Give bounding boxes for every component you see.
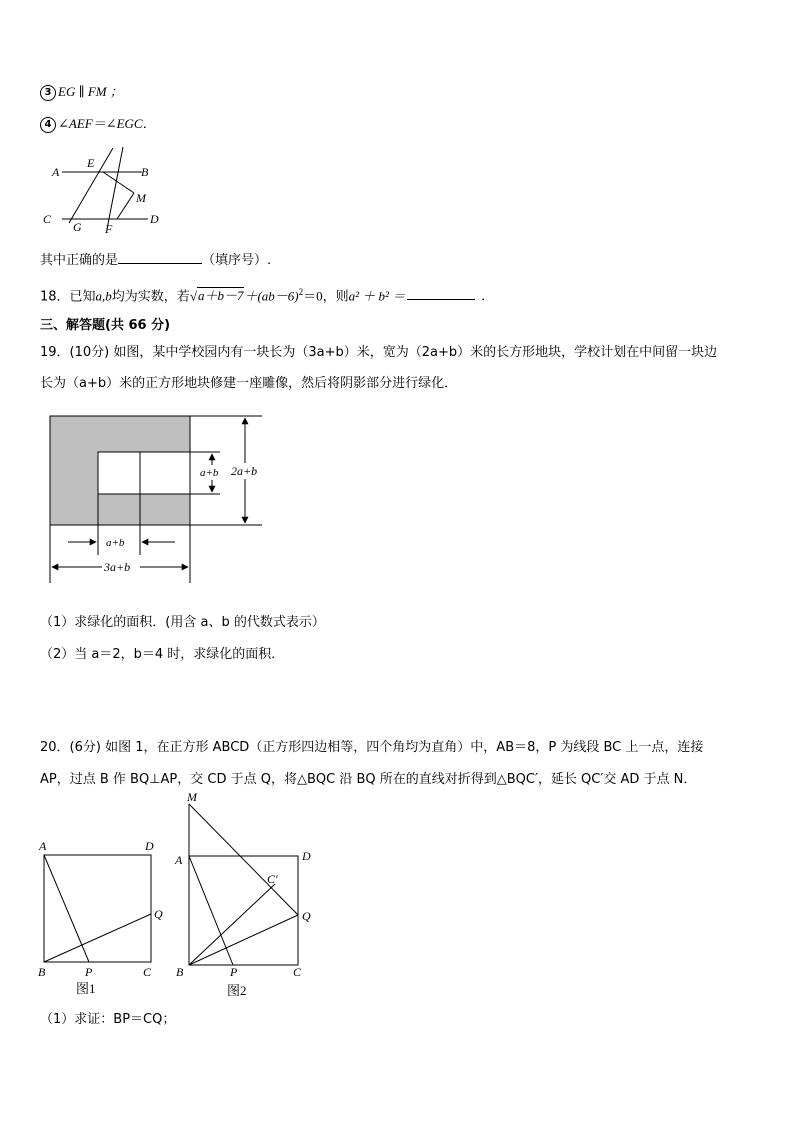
q18-mid1: 均为实数，若 [111, 289, 190, 305]
q17-answer-blank[interactable] [118, 251, 202, 264]
q18-prefix: 18．已知 [40, 289, 96, 305]
segment-bq [44, 914, 151, 962]
fig2-label-q: Q [302, 909, 311, 923]
q18-suffix: ． [481, 289, 495, 305]
q19-figure [40, 405, 270, 587]
circled-number-3: 3 [40, 85, 56, 101]
q20-line-1: 20．(6分) 如图 1，在正方形 ABCD（正方形四边相等，四个角均为直角）中，AB＝8，P 为线段 BC 上一点，连接 [40, 740, 704, 755]
segment-ap-2 [189, 856, 233, 965]
segment-bc-prime [189, 884, 275, 965]
label-3a-plus-b: 3a+b [104, 560, 131, 574]
q20-part-1: （1）求证：BP＝CQ； [40, 1012, 176, 1027]
fig2-label-c: C [293, 965, 302, 979]
square-statue-part-1 [98, 452, 140, 494]
q18-mid3: ＝0，则 [303, 288, 349, 304]
label-e: E [87, 156, 95, 170]
q18-mid2: ＋(ab－6) [244, 288, 299, 304]
q20-figure-2 [172, 790, 322, 1002]
label-d: D [150, 212, 159, 226]
q17-item-4-text: ∠AEF＝∠EGC． [58, 116, 156, 131]
fig2-label-b: B [176, 965, 184, 979]
q17-answer-prefix: 其中正确的是 [40, 253, 119, 268]
fig2-caption: 图2 [227, 983, 247, 998]
label-a-plus-b-vertical: a+b [200, 467, 219, 479]
q19-line-2: 长为（a+b）米的正方形地块修建一座雕像，然后将阴影部分进行绿化． [40, 376, 458, 391]
fig2-label-c-prime: C′ [267, 872, 278, 886]
q20-figure-1 [36, 836, 176, 1001]
fig1-label-b: B [38, 965, 46, 979]
q18-vars: a,b [95, 288, 112, 304]
fig1-caption: 图1 [76, 981, 96, 996]
fig1-label-d: D [145, 839, 154, 853]
segment-mq [189, 804, 298, 915]
circled-number-4: 4 [40, 117, 56, 133]
fig1-label-c: C [143, 965, 152, 979]
sqrt-sign: √ [189, 288, 197, 304]
q18-answer-blank[interactable] [407, 287, 475, 300]
q19-part-2: （2）当 a＝2，b＝4 时，求绿化的面积． [40, 647, 285, 662]
q20-line-2: AP，过点 B 作 BQ⊥AP，交 CD 于点 Q，将△BQC 沿 BQ 所在的直线对折得到△BQC′，延长 QC′交 AD 于点 N． [40, 772, 697, 787]
fig2-label-m: M [187, 790, 197, 804]
segment-em [103, 172, 134, 193]
label-2a-plus-b: 2a+b [231, 464, 258, 478]
label-m: M [136, 191, 146, 205]
square-statue-part-2 [140, 452, 190, 494]
q17-answer-line [40, 251, 271, 269]
label-c: C [43, 212, 52, 226]
q18-expression: a² ＋ b² ＝ [348, 288, 406, 304]
segment-bq-2 [189, 915, 298, 965]
q18-radicand: a＋b－7 [197, 288, 244, 304]
label-b: B [141, 165, 149, 179]
q17-answer-suffix: （填序号）. [202, 253, 272, 268]
q18-question [40, 287, 494, 305]
q18-exponent: 2 [298, 287, 304, 297]
segment-mf [117, 193, 134, 219]
fig2-label-p: P [230, 965, 238, 979]
fig1-label-q: Q [154, 907, 163, 921]
q19-line-1: 19．(10分) 如图，某中学校园内有一块长为（3a+b）米，宽为（2a+b）米的长方形地块，学校计划在中间留一块边 [40, 345, 718, 360]
fig2-label-d: D [302, 849, 311, 863]
label-a: A [52, 165, 60, 179]
q17-item-3-text: EG ∥ FM ； [58, 84, 123, 99]
q17-item-3 [40, 84, 123, 101]
fig1-label-p: P [85, 965, 93, 979]
q19-part-1: （1）求绿化的面积．(用含 a、b 的代数式表示） [40, 615, 325, 630]
segment-ap [44, 855, 89, 962]
square-abcd [44, 855, 151, 962]
section-title: 三、解答题(共 66 分) [40, 318, 171, 333]
label-a-plus-b-horizontal: a+b [106, 537, 125, 549]
line-through-e-f [107, 147, 123, 229]
label-g: G [73, 220, 82, 234]
square-abcd-2 [189, 856, 298, 965]
q17-figure [40, 145, 170, 237]
fig2-label-a: A [175, 853, 183, 867]
q17-item-4 [40, 116, 156, 133]
fig1-label-a: A [39, 839, 47, 853]
label-f: F [105, 222, 113, 236]
